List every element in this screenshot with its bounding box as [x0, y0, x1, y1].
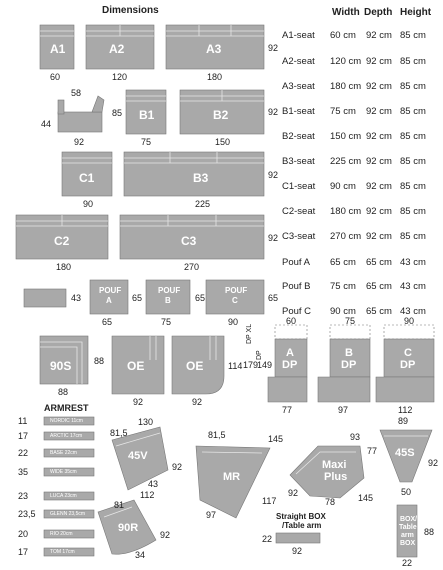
- pouf-b-label2: B: [165, 296, 171, 305]
- armrest-label: TOM 17cm: [50, 549, 75, 555]
- maxi-dim-a: 93: [350, 432, 361, 442]
- armrest-width: 17: [18, 547, 29, 557]
- pouf-a-width: 65: [102, 317, 113, 327]
- dp-xl-height: 179: [243, 360, 259, 370]
- pouf-b-width: 75: [161, 317, 172, 327]
- 90r-dim-a: 81: [114, 500, 125, 510]
- a-dp-bottom: 77: [282, 405, 293, 415]
- c2-width: 180: [56, 262, 72, 272]
- armrest-label: GLENN 23,5cm: [50, 511, 86, 517]
- pouf-side-profile: [24, 289, 66, 307]
- b2-label: B2: [213, 108, 229, 122]
- oe2-width: 92: [192, 397, 203, 407]
- pouf-a-depth: 65: [132, 293, 143, 303]
- table-cell-name: C2-seat: [282, 206, 316, 217]
- table-cell-w: 75 cm: [330, 281, 356, 292]
- table-cell-name: B1-seat: [282, 106, 315, 117]
- table-cell-d: 65 cm: [366, 281, 392, 292]
- table-cell-d: 92 cm: [366, 30, 392, 41]
- table-cell-d: 65 cm: [366, 306, 392, 317]
- 45v-label: 45V: [128, 450, 148, 462]
- table-cell-d: 92 cm: [366, 156, 392, 167]
- table-cell-name: B3-seat: [282, 156, 315, 167]
- armrest-width: 35: [18, 467, 29, 477]
- b1-width: 75: [141, 137, 152, 147]
- b-dp-label1: B: [345, 347, 353, 359]
- maxi-dim-e: 92: [288, 488, 299, 498]
- table-cell-name: A1-seat: [282, 30, 315, 41]
- pouf-a-label2: A: [106, 296, 112, 305]
- b3-width: 225: [195, 199, 211, 209]
- table-cell-h: 85 cm: [400, 30, 426, 41]
- a3-depth: 92: [268, 43, 279, 53]
- oe1-label: OE: [127, 359, 145, 373]
- mr-dim-d: 97: [206, 510, 217, 520]
- c1-width: 90: [83, 199, 94, 209]
- table-cell-w: 180 cm: [330, 81, 362, 92]
- 45s-dim-b: 92: [428, 458, 439, 468]
- dimensions-title: Dimensions: [102, 5, 159, 16]
- c3-depth: 92: [268, 233, 279, 243]
- a3-label: A3: [206, 42, 222, 56]
- pouf-c-label1: POUF: [225, 286, 248, 295]
- straight-box: [276, 533, 320, 543]
- b2-depth: 92: [268, 107, 279, 117]
- armrest-label: WIDE 35cm: [50, 469, 77, 475]
- c3-label: C3: [181, 234, 197, 248]
- box-width: 22: [402, 558, 413, 568]
- table-cell-name: Pouf B: [282, 281, 311, 292]
- c-dp-bottom: 112: [398, 405, 413, 415]
- table-cell-name: Pouf C: [282, 306, 312, 317]
- table-cell-w: 90 cm: [330, 181, 356, 192]
- box-depth: 88: [424, 527, 435, 537]
- 90r-dim-b: 112: [140, 490, 155, 500]
- maxi-dim-d: 78: [325, 497, 336, 507]
- armrest-width: 20: [18, 529, 29, 539]
- oe2-label: OE: [186, 359, 204, 373]
- table-cell-h: 85 cm: [400, 56, 426, 67]
- armrest-width: 23,5: [18, 509, 36, 519]
- box-label4: BOX: [400, 540, 416, 547]
- c-dp-top: 90: [404, 316, 415, 326]
- table-cell-w: 65 cm: [330, 257, 356, 268]
- table-cell-h: 85 cm: [400, 206, 426, 217]
- table-cell-d: 92 cm: [366, 81, 392, 92]
- table-cell-h: 85 cm: [400, 81, 426, 92]
- b2-width: 150: [215, 137, 231, 147]
- b1-label: B1: [139, 108, 155, 122]
- table-cell-h: 85 cm: [400, 181, 426, 192]
- 45s-dim-a: 89: [398, 416, 409, 426]
- table-cell-w: 90 cm: [330, 306, 356, 317]
- armrest-width: 17: [18, 431, 29, 441]
- table-cell-h: 85 cm: [400, 156, 426, 167]
- table-cell-h: 43 cm: [400, 281, 426, 292]
- pouf-c-label2: C: [232, 296, 238, 305]
- c-dp-label1: C: [404, 347, 412, 359]
- table-cell-w: 180 cm: [330, 206, 362, 217]
- dp-xl-label: DP XL: [246, 323, 253, 344]
- box-label3: arm: [401, 532, 414, 539]
- pouf-b-depth: 65: [195, 293, 206, 303]
- oe1-width: 92: [133, 397, 144, 407]
- 90s-depth: 88: [94, 356, 105, 366]
- a1-width: 60: [50, 72, 61, 82]
- c-dp-label2: DP: [400, 359, 416, 371]
- table-cell-name: C3-seat: [282, 231, 316, 242]
- table-cell-name: B2-seat: [282, 131, 315, 142]
- table-cell-h: 43 cm: [400, 306, 426, 317]
- a-dp-label1: A: [286, 347, 294, 359]
- table-cell-d: 92 cm: [366, 106, 392, 117]
- b-dp-bottom: 97: [338, 405, 349, 415]
- pouf-a-label1: POUF: [99, 286, 122, 295]
- a2-width: 120: [112, 72, 128, 82]
- table-cell-w: 60 cm: [330, 30, 356, 41]
- table-cell-d: 92 cm: [366, 231, 392, 242]
- table-cell-d: 92 cm: [366, 56, 392, 67]
- 45v-dim-d: 43: [148, 479, 159, 489]
- straight-box-title1: Straight BOX: [276, 512, 326, 521]
- table-cell-d: 65 cm: [366, 257, 392, 268]
- 45v-dim-c: 92: [172, 462, 183, 472]
- 90r-dim-d: 34: [135, 550, 146, 560]
- 90r-label: 90R: [118, 522, 139, 534]
- pouf-b-label1: POUF: [158, 286, 181, 295]
- a-dp-top: 60: [286, 316, 297, 326]
- maxi-label2: Plus: [324, 471, 348, 483]
- b3-label: B3: [193, 171, 209, 185]
- depth-header: Depth: [364, 7, 393, 18]
- 45v-dim-b: 81,5: [110, 428, 128, 438]
- c1-label: C1: [79, 171, 95, 185]
- pouf-side-height: 43: [71, 293, 82, 303]
- side-left-dim: 44: [41, 119, 52, 129]
- mr-dim-a: 81,5: [208, 430, 226, 440]
- pouf-c-depth: 65: [268, 293, 279, 303]
- table-cell-name: C1-seat: [282, 181, 316, 192]
- width-header: Width: [332, 7, 360, 18]
- mr-dim-b: 145: [268, 434, 284, 444]
- a3-width: 180: [207, 72, 223, 82]
- maxi-dim-b: 77: [367, 446, 378, 456]
- mr-label: MR: [223, 471, 241, 483]
- armrest-label: NORDIC 11cm: [50, 418, 83, 424]
- mr-dim-c: 117: [262, 496, 277, 506]
- 45s-dim-c: 50: [401, 487, 412, 497]
- maxi-label1: Maxi: [322, 459, 347, 471]
- side-right-dim: 85: [112, 108, 123, 118]
- table-cell-h: 85 cm: [400, 131, 426, 142]
- straight-box-width: 92: [292, 546, 303, 556]
- table-cell-name: A3-seat: [282, 81, 315, 92]
- c3-width: 270: [184, 262, 200, 272]
- table-cell-w: 75 cm: [330, 106, 356, 117]
- table-cell-name: A2-seat: [282, 56, 315, 67]
- table-cell-h: 43 cm: [400, 257, 426, 268]
- table-cell-w: 270 cm: [330, 231, 362, 242]
- side-bottom-dim: 92: [74, 137, 85, 147]
- b3-depth: 92: [268, 170, 279, 180]
- a1-label: A1: [50, 42, 66, 56]
- 45s-label: 45S: [395, 447, 415, 459]
- oe2-depth: 114: [228, 361, 243, 371]
- table-cell-d: 92 cm: [366, 131, 392, 142]
- armrest-width: 11: [18, 416, 28, 426]
- armrest-label: LUCA 23cm: [50, 493, 77, 499]
- height-header: Height: [400, 7, 432, 18]
- armrest-label: BASE 22cm: [50, 450, 77, 456]
- table-cell-w: 150 cm: [330, 131, 362, 142]
- b-dp-label2: DP: [341, 359, 357, 371]
- pouf-c-width: 90: [228, 317, 239, 327]
- c2-label: C2: [54, 234, 70, 248]
- side-top-dim: 58: [71, 88, 82, 98]
- armrest-width: 22: [18, 448, 29, 458]
- 90s-label: 90S: [50, 359, 72, 373]
- straight-box-title2: /Table arm: [282, 521, 322, 530]
- 45v-dim-a: 130: [138, 417, 154, 427]
- armrest-title: ARMREST: [44, 403, 89, 413]
- box-label2: Table: [399, 524, 417, 531]
- a2-label: A2: [109, 42, 125, 56]
- table-cell-w: 120 cm: [330, 56, 362, 67]
- table-cell-d: 92 cm: [366, 206, 392, 217]
- table-cell-h: 85 cm: [400, 106, 426, 117]
- armrest-label: ARCTIC 17cm: [50, 433, 83, 439]
- b-dp-top: 75: [345, 316, 356, 326]
- module-side-profile: [58, 96, 104, 132]
- a-dp-label2: DP: [282, 359, 298, 371]
- armrest-width: 23: [18, 491, 29, 501]
- box-label1: BOX/: [400, 516, 418, 523]
- armrest-label: RIO 20cm: [50, 531, 73, 537]
- table-cell-name: Pouf A: [282, 257, 310, 268]
- dp-label: DP: [256, 350, 263, 360]
- straight-box-height: 22: [262, 534, 273, 544]
- dp-height: 149: [257, 360, 273, 370]
- table-cell-d: 92 cm: [366, 181, 392, 192]
- 90s-width: 88: [58, 387, 69, 397]
- 90r-dim-c: 92: [160, 530, 171, 540]
- table-cell-h: 85 cm: [400, 231, 426, 242]
- table-cell-w: 225 cm: [330, 156, 362, 167]
- maxi-dim-c: 145: [358, 493, 374, 503]
